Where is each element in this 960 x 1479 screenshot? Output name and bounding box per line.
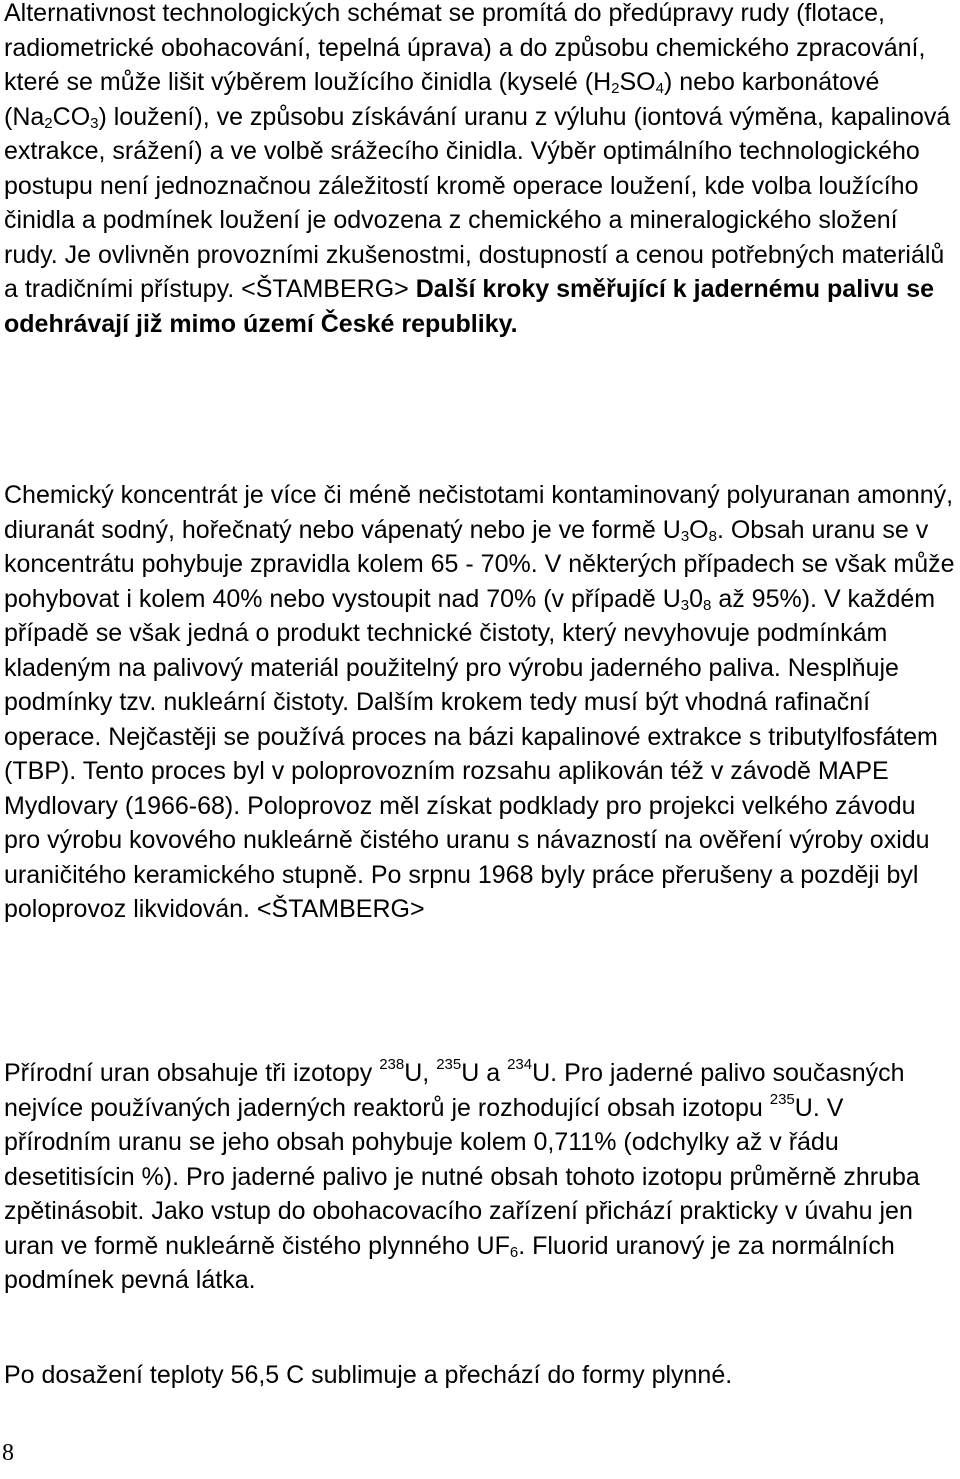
superscript: 235	[436, 1056, 462, 1073]
text-run: ) loužení), ve způsobu získávání uranu z výluhu (iontová výměna, kapalinová extrakce, srážení) a ve volbě srážecího činidla. Výběr optimálního technologického postupu není jednoznačnou záležitostí kromě operace loužení, kde volba loužícího činidla a podmínek loužení je odvozena z chemického a mineralogického složení rudy. Je ovlivněn provozními zkušenostmi, dostupností a cenou potřebných materiálů a tradičními přístupy. <ŠTAMBERG>	[4, 102, 951, 303]
subscript: 3	[90, 114, 99, 132]
paragraph-chemical-concentrate	[4, 478, 956, 927]
subscript: 8	[708, 527, 717, 545]
subscript: 2	[44, 114, 53, 132]
text-run: CO	[52, 102, 91, 131]
subscript: 8	[703, 596, 712, 614]
text-run: ) nebo karbonátové (Na	[4, 68, 880, 131]
text-run: až 95%). V každém případě se však jedná o produkt technické čistoty, který nevyhovuje podmínkám kladeným na palivový materiál použitelný pro výrobu jaderného paliva. Nesplňuje podmínky tzv. nukleární čistoty. Dalším krokem tedy musí být vhodná rafinační operace. Nejčastěji se používá proces na bázi kapalinové extrakce s tributylfosfátem (TBP). Tento proces byl v poloprovozním rozsahu aplikován též v závodě MAPE Mydlovary (1966-68). Poloprovoz měl získat podklady pro projekci velkého závodu pro výrobu kovového nukleárně čistého uranu s návazností na ověření výroby oxidu uraničitého keramického stupně. Po srpnu 1968 byly práce přerušeny a později byl poloprovoz likvidován. <ŠTAMBERG>	[4, 584, 938, 923]
superscript: 234	[507, 1056, 533, 1073]
text-run: U a	[461, 1059, 508, 1087]
text-run: 0	[689, 584, 704, 613]
subscript: 3	[680, 527, 690, 545]
superscript: 235	[769, 1090, 795, 1108]
subscript: 3	[680, 596, 690, 614]
text-run: Alternativnost technologických schémat se promítá do předúpravy rudy (flotace, radiometrické obohacování, tepelná úprava) a do způsobu chemického zpracování, které se může lišit výběrem loužícího činidla (kyselé (H	[4, 0, 926, 96]
subscript: 6	[509, 1243, 519, 1261]
text-run: Chemický koncentrát je více či méně nečistotami kontaminovaný polyuranan amonný, diuranát sodný, hořečnatý nebo vápenatý nebo je ve formě U	[4, 481, 954, 544]
text-run: Přírodní uran obsahuje tři izotopy	[4, 1059, 380, 1087]
subscript: 2	[611, 80, 620, 97]
text-run: U. Pro jaderné palivo současných nejvíce používaných jaderných reaktorů je rozhodující obsah izotopu	[4, 1059, 905, 1122]
paragraph-uranium-isotopes	[4, 1056, 956, 1298]
bold-statement: Další kroky směřující k jadernému palivu se odehrávají již mimo území České republiky.	[4, 275, 935, 338]
text-run: . Fluorid uranový je za normálních podmínek pevná látka.	[4, 1231, 895, 1294]
paragraph-technological-schemes	[4, 0, 956, 341]
text-run: . Obsah uranu se v koncentrátu pohybuje zpravidla kolem 65 - 70%. V některých případech se však může pohybovat i kolem 40% nebo vystoupit nad 70% (v případě U	[4, 515, 955, 613]
text-run: U. V přírodním uranu se jeho obsah pohybuje kolem 0,711% (odchylky až v řádu desetitisícin %). Pro jaderné palivo je nutné obsah tohoto izotopu průměrně zhruba zpětinásobit. Jako vstup do obohacovacího zařízení přichází prakticky v úvahu jen uran ve formě nukleárně čistého plynného UF	[4, 1093, 920, 1260]
text-run: SO	[619, 68, 656, 96]
paragraph-sublimation: Po dosažení teploty 56,5 C sublimuje a přechází do formy plynné.	[4, 1361, 733, 1389]
subscript: 4	[655, 80, 664, 97]
superscript: 238	[379, 1056, 405, 1073]
text-run: U,	[404, 1059, 437, 1087]
text-run: O	[689, 515, 709, 544]
page-number: 8	[2, 1440, 14, 1466]
